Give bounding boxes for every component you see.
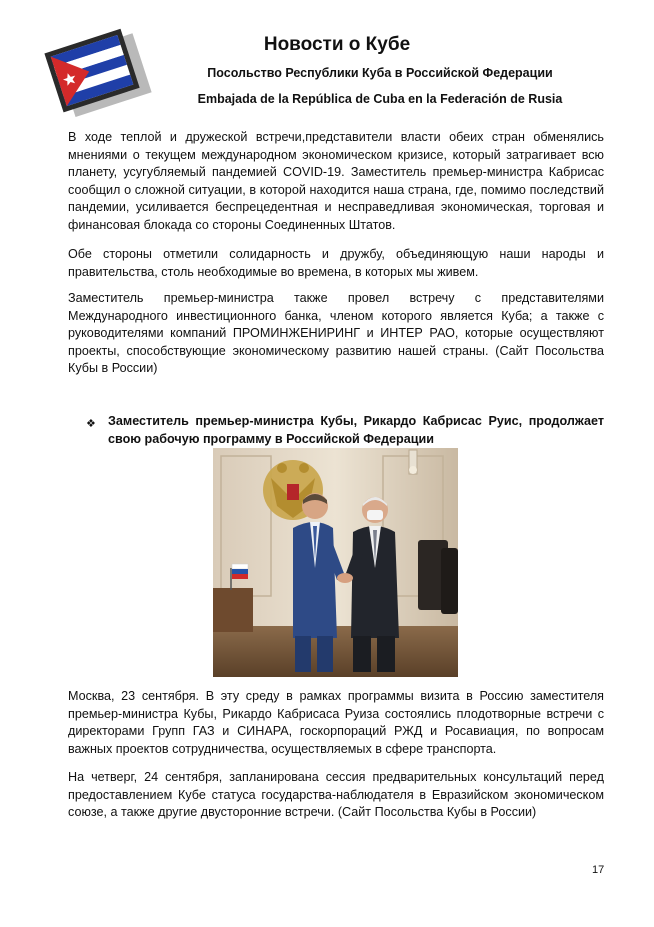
bullet-diamond-icon: ❖ [86,418,96,430]
handshake-photo [213,448,458,677]
embassy-subtitle-es: Embajada de la República de Cuba en la Federación de Rusia [197,92,563,106]
embassy-subtitle-ru: Посольство Республики Куба в Российской Федерации [207,66,553,80]
paragraph-moscow-meetings: Москва, 23 сентября. В эту среду в рамках программы визита в Россию заместителя премьер-министра Кубы, Рикардо Кабрисаса Руиза состоялись плодотворные встречи с директорами Групп ГАЗ и СИНАРА, госкорпораций РЖД и Росавиация, по вопросам важных проектов сотрудничества, осуществляемых в сфере транспорта. [68,689,604,756]
paragraph-bank-meeting: Заместитель премьер-министра также провел встречу с представителями Международного инвестиционного банка, членом которого является Куба; а также с руководителями компаний ПРОМИНЖЕНИРИНГ и ИНТЕР РАО, которые осуществляют проекты, способствующие экономическому развитию нашей страны. (Сайт Посольства Кубы в России) [68,291,604,376]
page-number: 17 [592,864,605,876]
paragraph-solidarity: Обе стороны отметили солидарность и дружбу, объединяющую наши народы и правительства, столь необходимые во времена, в которых мы живем. [68,247,604,279]
news-heading: Заместитель премьер-министра Кубы, Рикардо Кабрисас Руис, продолжает свою рабочую программу в Российской Федерации [108,414,604,446]
paragraph-thursday-session: На четверг, 24 сентября, запланирована сессия предварительных консультаций перед предоставлением Кубе статуса государства-наблюдателя в Евразийском экономическом союзе, а также другие двусторонние встречи. (Сайт Посольства Кубы в России) [68,770,604,820]
page-title: Новости о Кубе [263,34,411,55]
paragraph-meeting: В ходе теплой и дружеской встречи,представители власти обеих стран обменялись мнениями о текущем международном экономическом кризисе, который затрагивает всю планету, усугубляемый пандемией COVID-19. Заместитель премьер-министра Кабрисас сообщил о сложной ситуации, в которой находится наша страна, где, помимо последствий пандемии, усиливается беспрецедентная и несправедливая экономическая, торговая и финансовая блокада со стороны Соединенных Штатов. [68,130,604,232]
